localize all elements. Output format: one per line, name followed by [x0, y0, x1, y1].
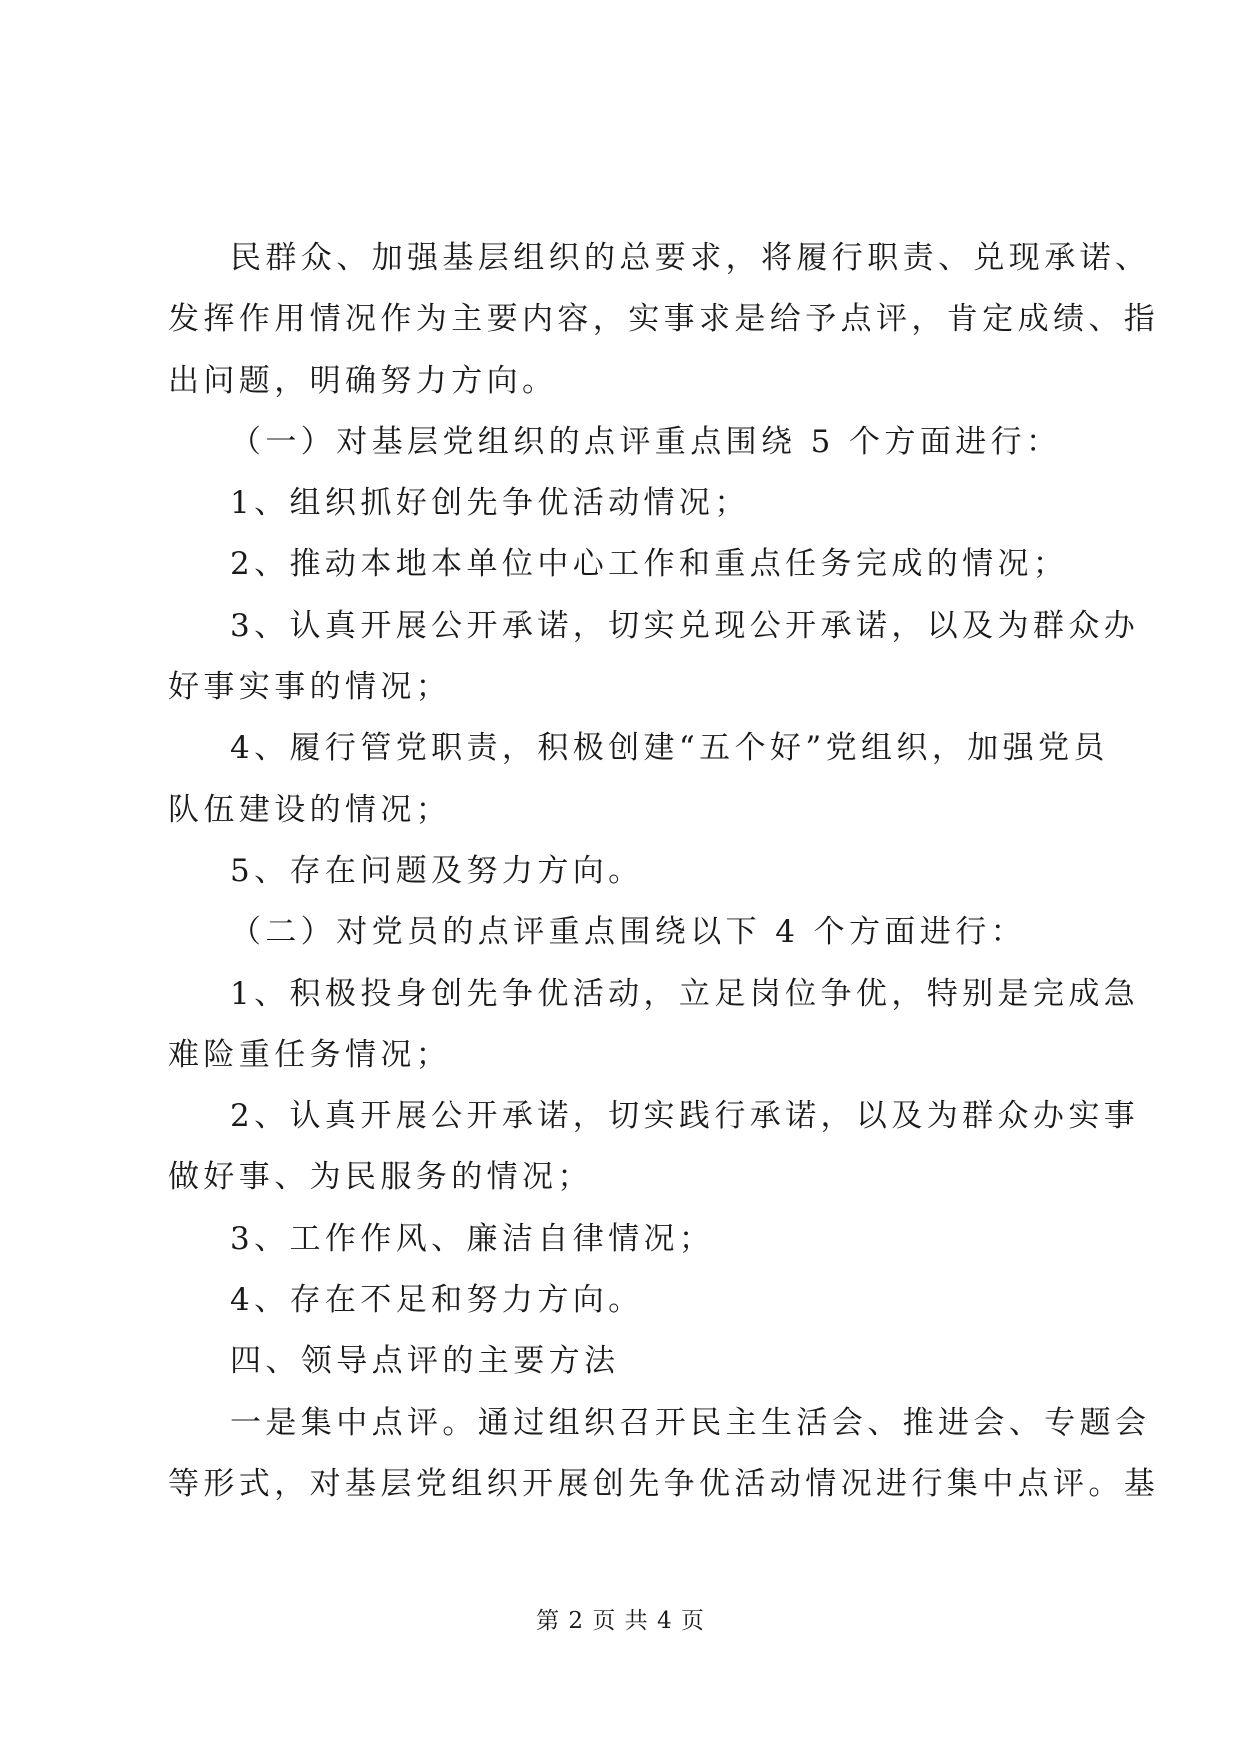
list-item: 2、认真开展公开承诺，切实践行承诺，以及为群众办实事 [230, 1098, 1140, 1135]
list-item: 1、积极投身创先争优活动，立足岗位争优，特别是完成急 [230, 975, 1140, 1012]
list-item: 1、组织抓好创先争优活动情况； [230, 485, 750, 522]
list-item: 5、存在问题及努力方向。 [230, 852, 644, 889]
text-line: 出问题，明确努力方向。 [168, 362, 558, 399]
text-line: 做好事、为民服务的情况； [168, 1159, 593, 1196]
section-heading: 四、领导点评的主要方法 [230, 1343, 620, 1380]
text-line: 队伍建设的情况； [168, 791, 452, 828]
text-line: 等形式，对基层党组织开展创先争优活动情况进行集中点评。基 [168, 1465, 1160, 1502]
section-heading: （二）对党员的点评重点围绕以下 4 个方面进行： [230, 914, 1027, 951]
section-heading: （一）对基层党组织的点评重点围绕 5 个方面进行： [230, 423, 1062, 460]
text-line: 好事实事的情况； [168, 669, 452, 706]
list-item: 2、推动本地本单位中心工作和重点任务完成的情况； [230, 546, 1069, 583]
document-body [168, 228, 1160, 1515]
text-line: 发挥作用情况作为主要内容，实事求是给予点评，肯定成绩、指 [168, 301, 1160, 338]
page-number-label: 第 2 页 共 4 页 [536, 1608, 705, 1634]
list-item: 4、存在不足和努力方向。 [230, 1282, 644, 1319]
text-line: 民群众、加强基层组织的总要求，将履行职责、兑现承诺、 [230, 240, 1151, 276]
text-line: 一是集中点评。通过组织召开民主生活会、推进会、专题会 [230, 1404, 1151, 1441]
page-footer [0, 1606, 1241, 1636]
text-line: 难险重任务情况； [168, 1036, 452, 1073]
list-item: 4、履行管党职责，积极创建“五个好”党组织，加强党员 [230, 730, 1109, 767]
list-item: 3、工作作风、廉洁自律情况； [230, 1220, 715, 1257]
list-item: 3、认真开展公开承诺，切实兑现公开承诺，以及为群众办 [230, 607, 1140, 644]
